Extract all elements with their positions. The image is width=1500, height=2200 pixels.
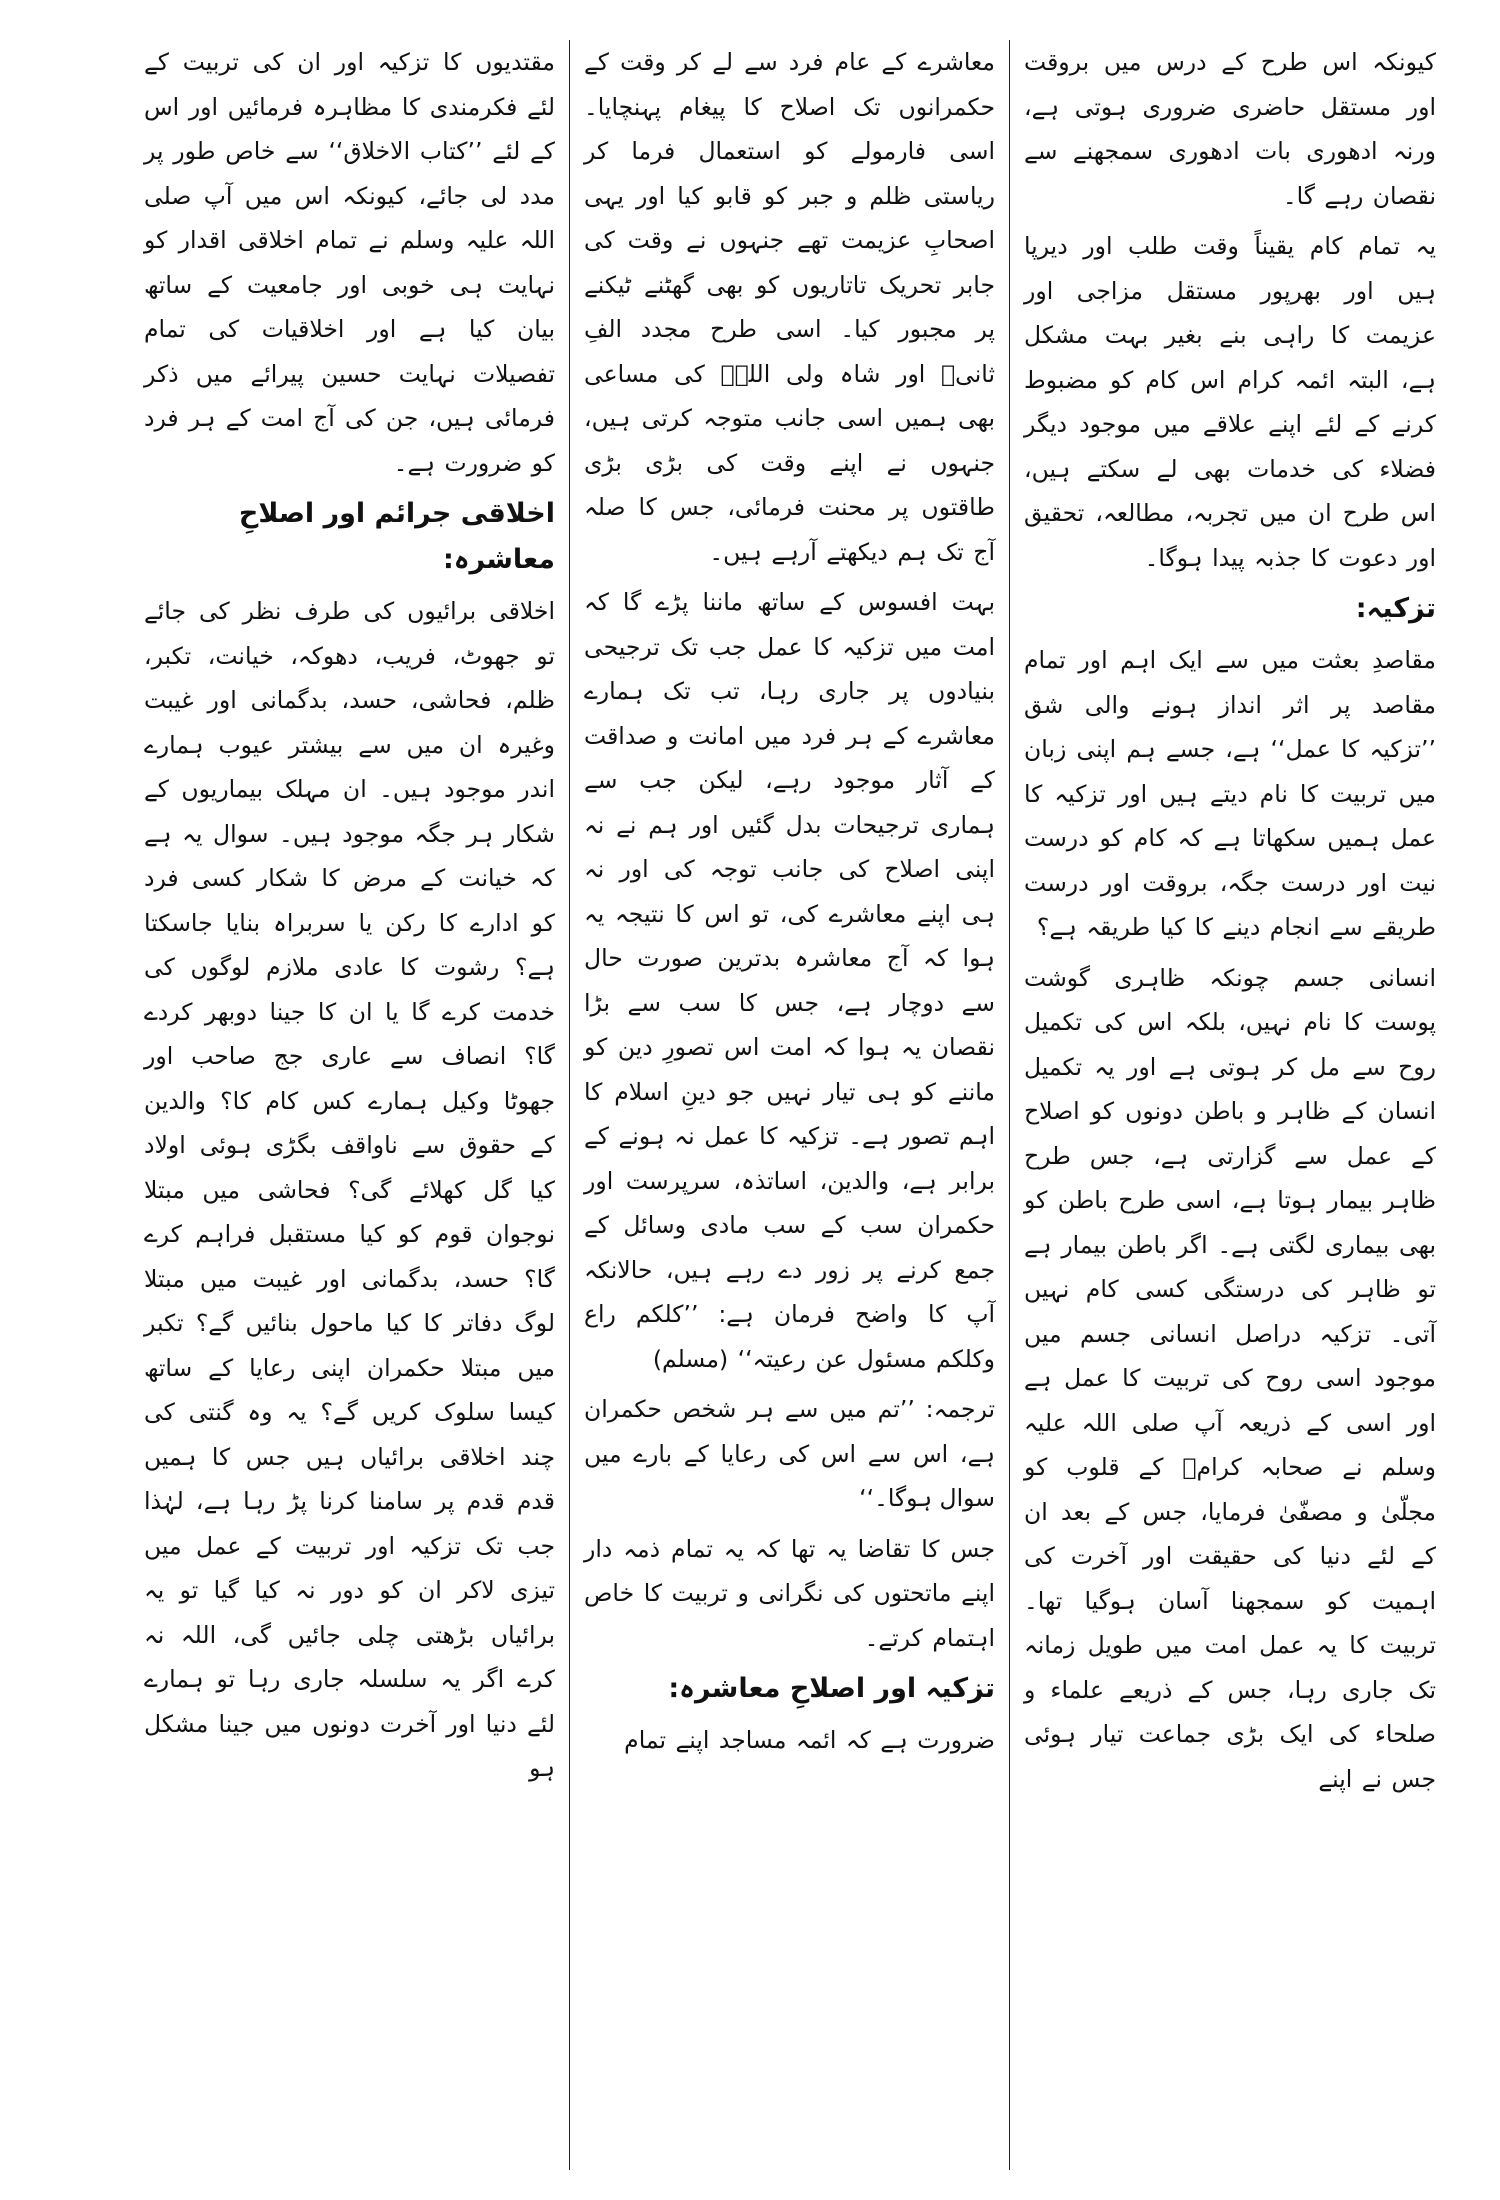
- paragraph: یہ تمام کام یقیناً وقت طلب اور دیرپا ہیں اور بھرپور مستقل مزاجی اور عزیمت کا راہی بنے بغیر بہت مشکل ہے، البتہ ائمہ کرام اس کام کو مضبوط کرنے کے لئے اپنے علاقے میں موجود دیگر فضلاء کی خدمات بھی لے سکتے ہیں، اس طرح ان میں تجربہ، مطالعہ، تحقیق اور دعوت کا جذبہ پیدا ہوگا۔: [1024, 232, 1436, 572]
- paragraph: جس کا تقاضا یہ تھا کہ یہ تمام ذمہ دار اپنے ماتحتوں کی نگرانی و تربیت کا خاص اہتمام کرتے۔: [584, 1534, 995, 1652]
- paragraph: کیونکہ اس طرح کے درس میں بروقت اور مستقل حاضری ضروری ہوتی ہے، ورنہ ادھوری بات ادھوری سمجھنے سے نقصان رہے گا۔: [1024, 48, 1436, 210]
- column-middle: [570, 40, 1010, 2170]
- paragraph: معاشرے کے عام فرد سے لے کر وقت کے حکمرانوں تک اصلاح کا پیغام پہنچایا۔ اسی فارمولے کو استعمال فرما کر ریاستی ظلم و جبر کو قابو کیا اور یہی اصحابِ عزیمت تھے جنہوں نے وقت کی جابر تحریک تاتاریوں کو بھی گھٹنے ٹیکنے پر مجبور کیا۔ اسی طرح مجدد الفِ ثانیؒ اور شاہ ولی اللہؒ کی مساعی بھی ہمیں اسی جانب متوجہ کرتی ہیں، جنہوں نے اپنے وقت کی بڑی بڑی طاقتوں پر محنت فرمائی، جس کا صلہ آج تک ہم دیکھتے آرہے ہیں۔: [584, 48, 995, 566]
- section-heading: تزکیہ اور اصلاحِ معاشرہ:: [668, 1673, 995, 1704]
- paragraph: انسانی جسم چونکہ ظاہری گوشت پوست کا نام نہیں، بلکہ اس کی تکمیل روح سے مل کر ہوتی ہے اور یہ تکمیل انسان کے ظاہر و باطن دونوں کو اصلاح کے عمل سے گزارتی ہے، جس طرح ظاہر بیمار ہوتا ہے، اسی طرح باطن کو بھی بیماری لگتی ہے۔ اگر باطن بیمار ہے تو ظاہر کی درستگی کسی کام نہیں آتی۔ تزکیہ دراصل انسانی جسم میں موجود اسی روح کی تربیت کا عمل ہے اور اسی کے ذریعہ آپ صلی اللہ علیہ وسلم نے صحابہ کرامؓ کے قلوب کو مجلّیٰ و مصفّیٰ فرمایا، جس کے بعد ان کے لئے دنیا کی حقیقت اور آخرت کی اہمیت کو سمجھنا آسان ہوگیا تھا۔ تربیت کا یہ عمل امت میں طویل زمانہ تک جاری رہا، جس کے ذریعے علماء و صلحاء کی ایک بڑی جماعت تیار ہوئی جس نے اپنے: [1024, 963, 1436, 1793]
- paragraph: مقتدیوں کا تزکیہ اور ان کی تربیت کے لئے فکرمندی کا مظاہرہ فرمائیں اور اس کے لئے ’’کتاب الاخلاق‘‘ سے خاص طور پر مدد لی جائے، کیونکہ اس میں آپ صلی اللہ علیہ وسلم نے تمام اخلاقی اقدار کو نہایت ہی خوبی اور جامعیت کے ساتھ بیان کیا ہے اور اخلاقیات کی تمام تفصیلات نہایت حسین پیرائے میں ذکر فرمائی ہیں، جن کی آج امت کے ہر فرد کو ضرورت ہے۔: [144, 48, 555, 477]
- section-heading: اخلاقی جرائم اور اصلاحِ معاشرہ:: [238, 498, 555, 575]
- article-page: [50, 40, 1450, 2170]
- section-heading: تزکیہ:: [1355, 593, 1436, 624]
- column-left: [130, 40, 570, 2170]
- paragraph: مقاصدِ بعثت میں سے ایک اہم اور تمام مقاصد پر اثر انداز ہونے والی شق ’’تزکیہ کا عمل‘‘ ہے، جسے ہم اپنی زبان میں تربیت کا نام دیتے ہیں اور تزکیہ کا عمل ہمیں سکھاتا ہے کہ کام کو درست نیت اور درست جگہ، بروقت اور درست طریقے سے انجام دینے کا کیا طریقہ ہے؟: [1024, 646, 1436, 941]
- column-right: [1010, 40, 1450, 2170]
- paragraph: بہت افسوس کے ساتھ ماننا پڑے گا کہ امت میں تزکیہ کا عمل جب تک ترجیحی بنیادوں پر جاری رہا، تب تک ہمارے معاشرے کے ہر فرد میں امانت و صداقت کے آثار موجود رہے، لیکن جب سے ہماری ترجیحات بدل گئیں اور ہم نے نہ اپنی اصلاح کی جانب توجہ کی اور نہ ہی اپنے معاشرے کی، تو اس کا نتیجہ یہ ہوا کہ آج معاشرہ بدترین صورت حال سے دوچار ہے، جس کا سب سے بڑا نقصان یہ ہوا کہ امت اس تصورِ دین کو ماننے کو ہی تیار نہیں جو دینِ اسلام کا اہم تصور ہے۔ تزکیہ کا عمل نہ ہونے کے برابر ہے، والدین، اساتذہ، سرپرست اور حکمران سب کے سب مادی وسائل کے جمع کرنے پر زور دے رہے ہیں، حالانکہ آپ کا واضح فرمان ہے: ’’کلکم راع وکلکم مسئول عن رعیتہ‘‘ (مسلم): [584, 588, 995, 1373]
- paragraph: اخلاقی برائیوں کی طرف نظر کی جائے تو جھوٹ، فریب، دھوکہ، خیانت، تکبر، ظلم، فحاشی، حسد، بدگمانی اور غیبت وغیرہ ان میں سے بیشتر عیوب ہمارے اندر موجود ہیں۔ ان مہلک بیماریوں کے شکار ہر جگہ موجود ہیں۔ سوال یہ ہے کہ خیانت کے مرض کا شکار کسی فرد کو ادارے کا رکن یا سربراہ بنایا جاسکتا ہے؟ رشوت کا عادی ملازم لوگوں کی خدمت کرے گا یا ان کا جینا دوبھر کردے گا؟ انصاف سے عاری جج صاحب اور جھوٹا وکیل ہمارے کس کام کا؟ والدین کے حقوق سے ناواقف بگڑی ہوئی اولاد کیا گل کھلائے گی؟ فحاشی میں مبتلا نوجوان قوم کو کیا مستقبل فراہم کرے گا؟ حسد، بدگمانی اور غیبت میں مبتلا لوگ دفاتر کا کیا ماحول بنائیں گے؟ تکبر میں مبتلا حکمران اپنی رعایا کے ساتھ کیسا سلوک کریں گے؟ یہ وہ گنتی کی چند اخلاقی برائیاں ہیں جس کا ہمیں قدم قدم پر سامنا کرنا پڑ رہا ہے، لہٰذا جب تک تزکیہ اور تربیت کے عمل میں تیزی لاکر ان کو دور نہ کیا گیا تو یہ برائیاں بڑھتی چلی جائیں گی، اللہ نہ کرے اگر یہ سلسلہ جاری رہا تو ہمارے لئے دنیا اور آخرت دونوں میں جینا مشکل ہو: [144, 597, 555, 1782]
- translation-paragraph: ترجمہ: ’’تم میں سے ہر شخص حکمران ہے، اس سے اس کی رعایا کے بارے میں سوال ہوگا۔‘‘: [584, 1395, 995, 1512]
- paragraph: ضرورت ہے کہ ائمہ مساجد اپنے تمام: [624, 1726, 995, 1754]
